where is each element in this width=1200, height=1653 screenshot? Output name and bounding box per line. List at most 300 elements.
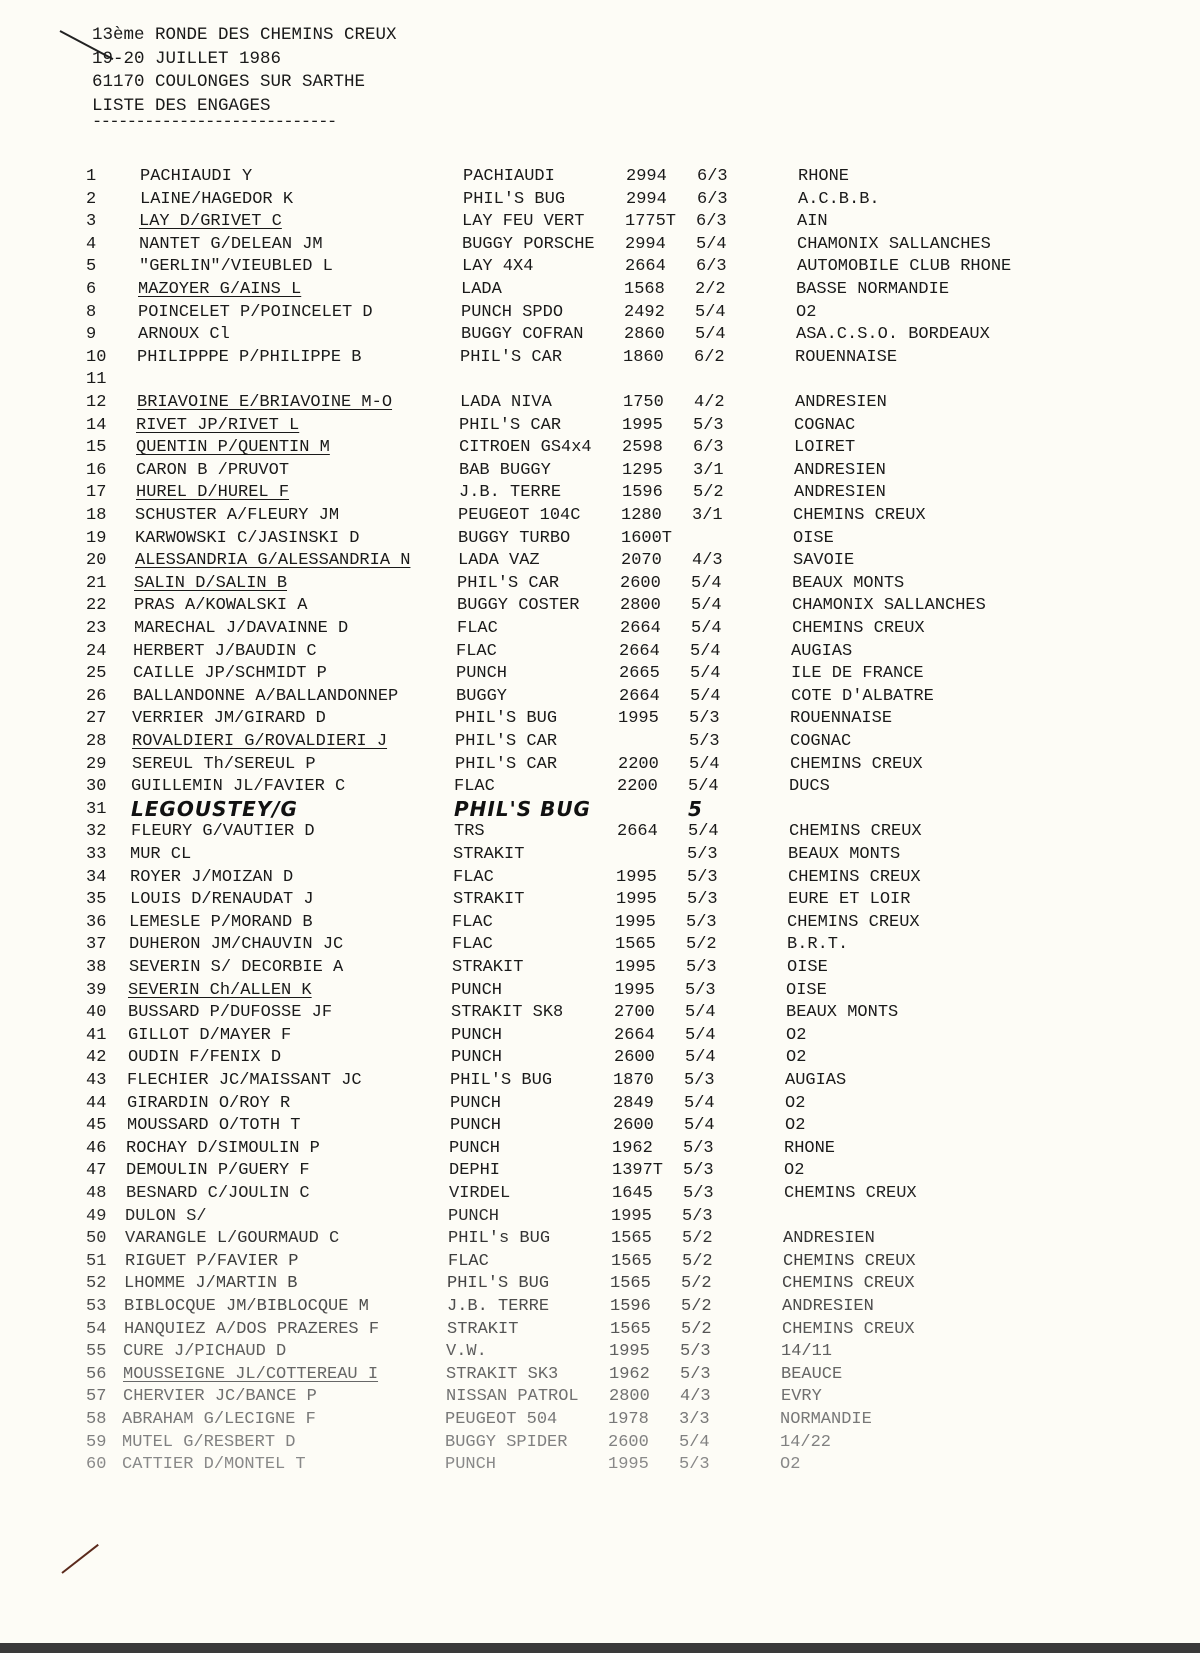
cell-num: 24: [86, 641, 107, 661]
cell-cc: 1995: [616, 867, 657, 887]
cell-cls: 5/3: [682, 1206, 713, 1226]
cell-club: O2: [786, 1048, 807, 1068]
cell-num: 23: [86, 619, 107, 638]
cell-names: HUREL D/HUREL F: [136, 483, 290, 503]
cell-num: 42: [86, 1048, 107, 1068]
cell-cc: 2070: [621, 551, 662, 571]
cell-car: STRAKIT SK3: [446, 1364, 559, 1384]
cell-club: AUGIAS: [791, 641, 853, 661]
cell-names: POINCELET P/POINCELET D: [138, 302, 373, 322]
cell-cc: 2860: [624, 325, 665, 345]
cell-car: PUNCH: [448, 1206, 500, 1226]
cell-cls: 3/3: [679, 1410, 710, 1429]
cell-names: "GERLIN"/VIEUBLED L: [139, 257, 333, 277]
cell-num: 44: [86, 1093, 107, 1113]
cell-num: 21: [86, 573, 107, 593]
cell-club: BEAUX MONTS: [786, 1003, 899, 1023]
cell-car: STRAKIT: [447, 1319, 519, 1339]
cell-car: PHIL'S CAR: [460, 347, 563, 367]
cell-names: CARON B /PRUVOT: [136, 460, 290, 480]
cell-car: PHIL's BUG: [448, 1229, 551, 1249]
cell-num: 14: [86, 415, 107, 435]
header-rule: ----------------------------: [92, 113, 336, 132]
cell-cls: 5/3: [689, 732, 720, 751]
cell-club: BEAUX MONTS: [788, 845, 901, 864]
cell-cls: 5/3: [683, 1161, 714, 1181]
cell-cc: 1995: [622, 415, 663, 435]
cell-cc: 1568: [624, 280, 665, 299]
cell-club: B.R.T.: [787, 935, 849, 955]
cell-club: COGNAC: [790, 732, 852, 751]
cell-cls: 5/2: [681, 1319, 712, 1339]
cell-names: ABRAHAM G/LECIGNE F: [122, 1410, 316, 1429]
cell-club: ANDRESIEN: [794, 483, 886, 503]
cell-cls: 5/2: [693, 483, 724, 503]
cell-num: 55: [86, 1342, 107, 1362]
cell-cc: 2598: [622, 438, 663, 458]
cell-cls: 5/3: [680, 1364, 711, 1384]
cell-car: BUGGY COFRAN: [461, 325, 584, 345]
cell-club: AIN: [797, 212, 828, 232]
cell-names: DEMOULIN P/GUERY F: [126, 1161, 310, 1181]
cell-names: DUHERON JM/CHAUVIN JC: [129, 935, 344, 955]
cell-names: PRAS A/KOWALSKI A: [134, 596, 308, 616]
cell-cc: 2994: [626, 189, 667, 209]
cell-car: LAY 4X4: [462, 257, 534, 277]
cell-num: 31: [86, 799, 107, 819]
cell-names: CAILLE JP/SCHMIDT P: [133, 664, 327, 684]
cell-cc: 2600: [620, 573, 661, 593]
cell-club: CHEMINS CREUX: [782, 1274, 915, 1294]
event-title: 13ème RONDE DES CHEMINS CREUX: [92, 25, 397, 45]
cell-car: BUGGY TURBO: [458, 528, 571, 548]
cell-num: 17: [86, 483, 107, 503]
cell-names: ROVALDIERI G/ROVALDIERI J: [132, 732, 388, 751]
cell-cc: 1978: [608, 1410, 649, 1429]
cell-club: EURE ET LOIR: [788, 890, 911, 910]
cell-club: CHEMINS CREUX: [792, 619, 925, 638]
cell-club: NORMANDIE: [780, 1410, 872, 1429]
cell-names: PACHIAUDI Y: [140, 167, 253, 186]
cell-num: 16: [86, 460, 107, 480]
cell-num: 27: [86, 709, 107, 729]
cell-car: STRAKIT: [453, 845, 525, 864]
cell-car: LAY FEU VERT: [462, 212, 585, 232]
cell-names: VARANGLE L/GOURMAUD C: [125, 1229, 340, 1249]
cell-car: DEPHI: [449, 1161, 501, 1181]
cell-car: PUNCH: [450, 1093, 502, 1113]
cell-cls: 5/4: [679, 1432, 710, 1452]
cell-car: PEUGEOT 104C: [458, 506, 581, 525]
cell-names: MOUSSARD O/TOTH T: [127, 1116, 301, 1136]
cell-cls: 4/3: [692, 551, 723, 571]
cell-club: CHEMINS CREUX: [782, 1319, 915, 1339]
cell-num: 30: [86, 777, 107, 797]
cell-car: BUGGY SPIDER: [445, 1432, 568, 1452]
cell-names: BRIAVOINE E/BRIAVOINE M-O: [137, 393, 393, 412]
cell-names: FLEURY G/VAUTIER D: [131, 822, 315, 842]
cell-cls: 5/3: [684, 1071, 715, 1090]
cell-club: ANDRESIEN: [794, 460, 886, 480]
cell-club: ROUENNAISE: [795, 347, 898, 367]
cell-cls: 5/3: [693, 415, 724, 435]
cell-num: 34: [86, 867, 107, 887]
cell-num: 6: [86, 280, 97, 299]
cell-cls: 5/4: [689, 754, 720, 774]
cell-cls: 5/3: [686, 912, 717, 932]
cell-cls: 5/2: [681, 1274, 712, 1294]
cell-car: PHIL'S BUG: [447, 1274, 550, 1294]
cell-club: COTE D'ALBATRE: [791, 686, 934, 706]
cell-cc: 1565: [611, 1229, 652, 1249]
cell-num: 33: [86, 845, 107, 864]
cell-club: CHEMINS CREUX: [793, 506, 926, 525]
cell-num: 41: [86, 1025, 107, 1045]
cell-names: KARWOWSKI C/JASINSKI D: [135, 528, 360, 548]
cell-names: MAZOYER G/AINS L: [138, 280, 302, 299]
cell-car: PUNCH SPDO: [461, 302, 564, 322]
cell-club: A.C.B.B.: [798, 189, 880, 209]
cell-cls: 6/3: [693, 438, 724, 458]
cell-num: 36: [86, 912, 107, 932]
cell-num: 25: [86, 664, 107, 684]
cell-club: O2: [785, 1116, 806, 1136]
cell-names: BUSSARD P/DUFOSSE JF: [128, 1003, 333, 1023]
cell-car: PUNCH: [451, 980, 503, 1000]
cell-names: DULON S/: [125, 1206, 207, 1226]
cell-num: 58: [86, 1410, 107, 1429]
cell-club: ANDRESIEN: [795, 393, 887, 412]
cell-names: QUENTIN P/QUENTIN M: [136, 438, 330, 458]
cell-car: NISSAN PATROL: [446, 1387, 579, 1407]
cell-num: 8: [86, 302, 97, 322]
cell-car: PACHIAUDI: [463, 167, 555, 186]
cell-cc: 2664: [617, 822, 658, 842]
cell-club: CHEMINS CREUX: [783, 1251, 916, 1271]
cell-names: OUDIN F/FENIX D: [128, 1048, 282, 1068]
cell-club: COGNAC: [794, 415, 856, 435]
cell-names: GIRARDIN O/ROY R: [127, 1093, 291, 1113]
cell-cls: 5/4: [690, 641, 721, 661]
cell-num: 38: [86, 958, 107, 977]
cell-car: PHIL'S BUG: [455, 709, 558, 729]
cell-num: 50: [86, 1229, 107, 1249]
cell-cc: 1995: [618, 709, 659, 729]
cell-car: PUNCH: [445, 1455, 497, 1475]
cell-names: SALIN D/SALIN B: [134, 573, 288, 593]
cell-num: 59: [86, 1432, 107, 1452]
cell-num: 26: [86, 686, 107, 706]
cell-names: HERBERT J/BAUDIN C: [133, 641, 317, 661]
cell-club: CHEMINS CREUX: [787, 912, 920, 932]
cell-names: RIVET JP/RIVET L: [136, 415, 300, 435]
cell-cc: 1995: [611, 1206, 652, 1226]
cell-cc: 1860: [623, 347, 664, 367]
cell-club: O2: [780, 1455, 801, 1475]
cell-names: LOUIS D/RENAUDAT J: [130, 890, 314, 910]
cell-club: LOIRET: [794, 438, 856, 458]
cell-car: PHIL'S CAR: [455, 732, 558, 751]
cell-cls: 5/3: [687, 890, 718, 910]
cell-cc: 1995: [614, 980, 655, 1000]
cell-car: PUNCH: [451, 1025, 503, 1045]
cell-club: DUCS: [789, 777, 830, 797]
cell-car: BUGGY COSTER: [457, 596, 580, 616]
cell-cc: 2800: [609, 1387, 650, 1407]
cell-cc: 2664: [614, 1025, 655, 1045]
cell-car: J.B. TERRE: [459, 483, 562, 503]
cell-names: LHOMME J/MARTIN B: [124, 1274, 298, 1294]
cell-cls: 6/3: [697, 189, 728, 209]
cell-cc: 1775T: [625, 212, 677, 232]
cell-club: SAVOIE: [793, 551, 855, 571]
cell-car: FLAC: [454, 777, 495, 797]
cell-num: 32: [86, 822, 107, 842]
cell-cc: 1565: [610, 1319, 651, 1339]
cell-names: BESNARD C/JOULIN C: [126, 1184, 310, 1203]
cell-names: BIBLOCQUE JM/BIBLOCQUE M: [124, 1297, 369, 1316]
cell-names: GUILLEMIN JL/FAVIER C: [131, 777, 346, 797]
cell-car: FLAC: [457, 619, 498, 638]
cell-cls: 5/4: [691, 619, 722, 638]
cell-cc: 1995: [615, 958, 656, 977]
cell-car: FLAC: [453, 867, 494, 887]
cell-num: 47: [86, 1161, 107, 1181]
cell-cls: 3/1: [692, 506, 723, 525]
cell-cc: 2664: [619, 641, 660, 661]
cell-cls: 5/2: [682, 1251, 713, 1271]
cell-car: PUNCH: [451, 1048, 503, 1068]
cell-names: GILLOT D/MAYER F: [128, 1025, 292, 1045]
pen-mark-bottom: [61, 1544, 98, 1574]
cell-cc: 2800: [620, 596, 661, 616]
cell-club: ROUENNAISE: [790, 709, 893, 729]
scan-edge: [0, 1643, 1200, 1653]
cell-names: SEVERIN S/ DECORBIE A: [129, 958, 344, 977]
cell-car: STRAKIT: [452, 958, 524, 977]
cell-cc: 1565: [610, 1274, 651, 1294]
cell-club: O2: [785, 1093, 806, 1113]
cell-cc: 2200: [617, 777, 658, 797]
cell-cc: 2200: [618, 754, 659, 774]
cell-names: ARNOUX Cl: [138, 325, 230, 345]
cell-car: PHIL'S CAR: [459, 415, 562, 435]
cell-num: 11: [86, 370, 107, 390]
cell-club: ANDRESIEN: [782, 1297, 874, 1316]
cell-cc: 1995: [615, 912, 656, 932]
cell-car: FLAC: [456, 641, 497, 661]
cell-names: SCHUSTER A/FLEURY JM: [135, 506, 340, 525]
cell-club: CHEMINS CREUX: [789, 822, 922, 842]
cell-num: 35: [86, 890, 107, 910]
cell-num: 18: [86, 506, 107, 525]
cell-num: 12: [86, 393, 107, 412]
cell-club: RHONE: [784, 1138, 836, 1158]
cell-cls: 5/2: [686, 935, 717, 955]
cell-car: PHIL'S BUG: [454, 796, 591, 821]
cell-car: BUGGY: [456, 686, 508, 706]
cell-club: ILE DE FRANCE: [791, 664, 924, 684]
cell-club: CHEMINS CREUX: [790, 754, 923, 774]
cell-num: 43: [86, 1071, 107, 1090]
cell-cls: 5/3: [686, 958, 717, 977]
cell-names: MOUSSEIGNE JL/COTTEREAU I: [123, 1364, 379, 1384]
cell-club: BASSE NORMANDIE: [796, 280, 950, 299]
cell-cls: 5/4: [695, 302, 726, 322]
cell-cc: 1295: [622, 460, 663, 480]
cell-cc: 1995: [616, 890, 657, 910]
cell-car: PUNCH: [450, 1116, 502, 1136]
cell-cc: 1596: [610, 1297, 651, 1316]
cell-num: 51: [86, 1251, 107, 1271]
cell-num: 5: [86, 257, 97, 277]
cell-car: PHIL'S BUG: [463, 189, 566, 209]
cell-car: BAB BUGGY: [459, 460, 551, 480]
cell-cls: 5/4: [685, 1048, 716, 1068]
cell-club: CHAMONIX SALLANCHES: [792, 596, 986, 616]
cell-num: 40: [86, 1003, 107, 1023]
cell-cls: 5/4: [690, 686, 721, 706]
cell-names: CATTIER D/MONTEL T: [122, 1455, 306, 1475]
cell-names: NANTET G/DELEAN JM: [139, 234, 323, 254]
cell-cls: 5/3: [685, 980, 716, 1000]
cell-cc: 1565: [615, 935, 656, 955]
cell-cc: 1995: [609, 1342, 650, 1362]
cell-car: LADA NIVA: [460, 393, 552, 412]
cell-cc: 1565: [611, 1251, 652, 1271]
cell-cls: 5/3: [689, 709, 720, 729]
cell-names: PHILIPPPE P/PHILIPPE B: [137, 347, 362, 367]
cell-club: RHONE: [798, 167, 850, 186]
cell-names: ALESSANDRIA G/ALESSANDRIA N: [135, 551, 411, 571]
cell-club: O2: [796, 302, 817, 322]
cell-cc: 1645: [612, 1184, 653, 1203]
cell-names: LAINE/HAGEDOR K: [140, 189, 294, 209]
cell-cls: 5/3: [683, 1138, 714, 1158]
cell-club: AUTOMOBILE CLUB RHONE: [797, 257, 1012, 277]
document-header: [92, 24, 397, 118]
cell-cc: 2664: [619, 686, 660, 706]
cell-club: CHEMINS CREUX: [788, 867, 921, 887]
cell-cls: 5/4: [688, 777, 719, 797]
cell-club: OISE: [793, 528, 834, 548]
cell-car: PUNCH: [456, 664, 508, 684]
cell-car: FLAC: [452, 912, 493, 932]
cell-cc: 1600T: [621, 528, 673, 548]
cell-club: O2: [786, 1025, 807, 1045]
cell-num: 60: [86, 1455, 107, 1475]
cell-num: 29: [86, 754, 107, 774]
cell-cls: 5/4: [690, 664, 721, 684]
cell-cc: 2665: [619, 664, 660, 684]
cell-cc: 1995: [608, 1455, 649, 1475]
cell-cc: 2994: [626, 167, 667, 186]
cell-car: PHIL'S BUG: [450, 1071, 553, 1090]
cell-club: BEAUCE: [781, 1364, 843, 1384]
cell-club: 14/11: [781, 1342, 833, 1362]
cell-names: ROCHAY D/SIMOULIN P: [126, 1138, 320, 1158]
cell-club: EVRY: [781, 1387, 822, 1407]
cell-cc: 2492: [624, 302, 665, 322]
cell-cc: 2849: [613, 1093, 654, 1113]
cell-names: VERRIER JM/GIRARD D: [132, 709, 326, 729]
cell-car: PUNCH: [449, 1138, 501, 1158]
cell-cls: 3/1: [693, 460, 724, 480]
cell-num: 48: [86, 1184, 107, 1203]
cell-club: CHAMONIX SALLANCHES: [797, 234, 991, 254]
cell-num: 46: [86, 1138, 107, 1158]
cell-num: 53: [86, 1297, 107, 1316]
cell-cls: 5/4: [695, 325, 726, 345]
cell-club: CHEMINS CREUX: [784, 1184, 917, 1203]
cell-names: MARECHAL J/DAVAINNE D: [134, 619, 349, 638]
cell-num: 37: [86, 935, 107, 955]
cell-club: O2: [784, 1161, 805, 1181]
cell-car: CITROEN GS4x4: [459, 438, 592, 458]
cell-cls: 6/2: [694, 347, 725, 367]
cell-num: 15: [86, 438, 107, 458]
cell-cc: 2700: [614, 1003, 655, 1023]
cell-names: LEMESLE P/MORAND B: [129, 912, 313, 932]
cell-cls: 5/4: [684, 1093, 715, 1113]
cell-cls: 6/3: [696, 212, 727, 232]
cell-car: J.B. TERRE: [447, 1297, 550, 1316]
cell-names: BALLANDONNE A/BALLANDONNEP: [133, 686, 399, 706]
cell-cls: 5/4: [688, 822, 719, 842]
cell-cls: 5/4: [685, 1003, 716, 1023]
cell-car: BUGGY PORSCHE: [462, 234, 595, 254]
cell-cc: 2664: [625, 257, 666, 277]
cell-car: STRAKIT: [453, 890, 525, 910]
cell-club: ANDRESIEN: [783, 1229, 875, 1249]
cell-cls: 5/3: [687, 845, 718, 864]
cell-car: STRAKIT SK8: [451, 1003, 564, 1023]
event-date: 19-20 JUILLET 1986: [92, 48, 282, 69]
cell-cls: 6/3: [697, 167, 728, 186]
cell-cc: 1962: [609, 1364, 650, 1384]
cell-num: 45: [86, 1116, 107, 1136]
cell-club: BEAUX MONTS: [792, 573, 905, 593]
cell-names: ROYER J/MOIZAN D: [130, 867, 294, 887]
cell-car: FLAC: [448, 1251, 489, 1271]
list-title: LISTE DES ENGAGES: [92, 95, 271, 116]
cell-num: 2: [86, 189, 97, 209]
cell-num: 9: [86, 325, 97, 345]
cell-club: OISE: [787, 958, 828, 977]
cell-cc: 1962: [612, 1138, 653, 1158]
cell-names: LEGOUSTEY/G: [131, 796, 298, 821]
cell-cls: 5/3: [687, 867, 718, 887]
cell-car: LADA VAZ: [458, 551, 540, 571]
cell-cls: 6/3: [696, 257, 727, 277]
cell-cls: 4/2: [694, 393, 725, 412]
cell-names: HANQUIEZ A/DOS PRAZERES F: [124, 1319, 380, 1339]
cell-club: OISE: [786, 980, 827, 1000]
cell-names: LAY D/GRIVET C: [139, 212, 282, 232]
cell-cls: 5/4: [685, 1025, 716, 1045]
cell-num: 56: [86, 1364, 107, 1384]
cell-club: ASA.C.S.O. BORDEAUX: [796, 325, 990, 345]
cell-cls: 4/3: [680, 1387, 711, 1407]
cell-club: AUGIAS: [785, 1071, 847, 1090]
cell-num: 1: [86, 167, 97, 186]
cell-names: MUTEL G/RESBERT D: [122, 1432, 296, 1452]
cell-car: LADA: [461, 280, 502, 299]
cell-car: PHIL'S CAR: [455, 754, 558, 774]
cell-names: SEREUL Th/SEREUL P: [132, 754, 316, 774]
cell-names: MUR CL: [130, 845, 192, 864]
cell-cls: 5/4: [691, 573, 722, 593]
